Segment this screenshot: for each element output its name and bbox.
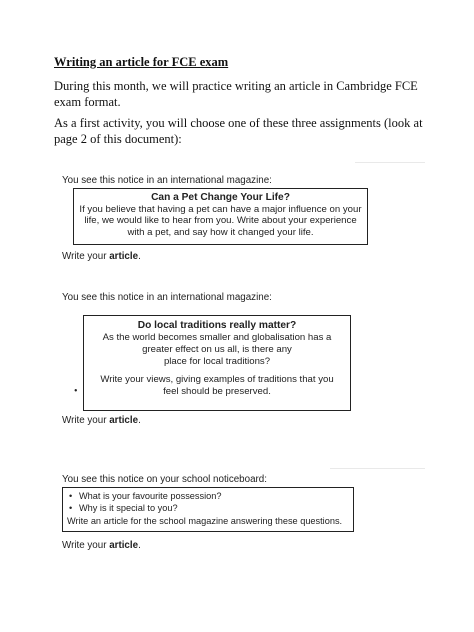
task-1-instruction-suffix: . xyxy=(138,251,141,262)
task-3-instruction-bold: article xyxy=(109,540,139,551)
task-3-question-list xyxy=(67,491,353,514)
task-1-notice-line: life, we would like to hear from you. Write about your experience xyxy=(84,215,357,226)
task-3-notice-box xyxy=(62,487,354,532)
task-3-instruction-prefix: Write your xyxy=(62,540,110,551)
task-2-instruction xyxy=(62,415,141,426)
task-3-question: • What is your favourite possession? xyxy=(67,491,353,503)
task-2-instruction-bold: article xyxy=(109,415,139,426)
task-2-intro: You see this notice in an international magazine: xyxy=(62,292,272,303)
task-2-notice-line: Write your views, giving examples of traditions that you xyxy=(100,374,334,385)
task-2-notice-box xyxy=(83,315,351,411)
scan-artifact xyxy=(330,468,425,469)
scan-artifact xyxy=(355,162,425,163)
task-3-instruction xyxy=(62,540,141,551)
task-1-intro: You see this notice in an international magazine: xyxy=(62,175,272,186)
task-1-instruction-prefix: Write your xyxy=(62,251,110,262)
task-2-notice-line: As the world becomes smaller and globalisation has a xyxy=(102,332,332,343)
intro-paragraph-2: As a first activity, you will choose one of these three assignments (look at page 2 of this document): xyxy=(54,116,423,146)
task-2-notice-line: greater effect on us all, is there any xyxy=(142,344,292,355)
task-3-question: • Why is it special to you? xyxy=(67,503,353,515)
task-2-instruction-prefix: Write your xyxy=(62,415,110,426)
task-1-notice-line: with a pet, and say how it changed your life. xyxy=(127,226,314,238)
task-1-notice-line: If you believe that having a pet can have a major influence on your xyxy=(79,203,362,215)
task-3-intro: You see this notice on your school noticeboard: xyxy=(62,474,267,485)
task-2-notice-line: feel should be preserved. xyxy=(163,386,271,397)
intro-paragraph-1: During this month, we will practice writing an article in Cambridge FCE exam format. xyxy=(54,79,418,109)
task-1-notice-box xyxy=(73,188,368,245)
task-1-instruction xyxy=(62,251,141,262)
task-3-instruction-suffix: . xyxy=(138,540,141,551)
stray-mark: • xyxy=(74,386,78,397)
task-2-notice-line: place for local traditions? xyxy=(163,356,271,367)
task-2-instruction-suffix: . xyxy=(138,415,141,426)
task-1-instruction-bold: article xyxy=(109,251,139,262)
task-2-notice-title: Do local traditions really matter? xyxy=(137,320,297,331)
task-1-notice-title: Can a Pet Change Your Life? xyxy=(151,192,290,203)
task-3-notice-line: Write an article for the school magazine answering these questions. xyxy=(67,516,343,526)
page-title: Writing an article for FCE exam xyxy=(54,55,229,69)
